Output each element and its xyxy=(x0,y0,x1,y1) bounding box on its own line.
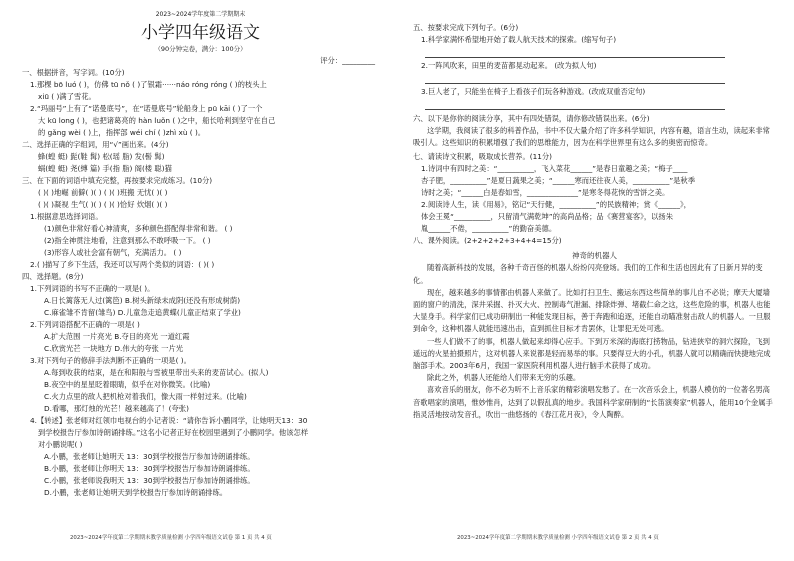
question-line: A.每到收获的结束，是在和阳般与雪被里带出头来的麦苗试心。(拟人) xyxy=(44,368,269,377)
question-line: 3.对下列句子的修辞手法判断不正确的一项是( )。 xyxy=(30,356,191,365)
question-line: (3)形容人或社会富有朝气，充满活力。 ( ) xyxy=(44,248,182,257)
question-line: 1.下列词语的书写不正确的一项是( )。 xyxy=(30,284,155,293)
question-line: 1.那棵 bō luó ( )，仿佛 tū nǒ ( )了银霜······náo róng róng ( )的枝头上 xyxy=(30,80,267,89)
question-line: B.夜空中的星星眨着眼睛，似乎在对你微笑。(比喻) xyxy=(44,380,211,389)
question-line: A.日长篱落无人过(篱笆) B.树头新绿未成阴(还没有形成树荫) xyxy=(44,296,241,305)
question-line: 2.( )描写了乡下生活，我还可以写两个类似的词语：( )( ) xyxy=(30,260,215,269)
question-line: 的 gǎng wèi ( )上，指挥部 wéi chí ( )zhì xù ( )。 xyxy=(38,128,206,137)
right-footer: 2023~2024学年度第二学期期末教学质量检测 小学四年级语文试卷 第 2 页 共 4 页 xyxy=(457,535,659,541)
exam-title: 小学四年级语文 xyxy=(141,23,260,43)
sec5-q2: 2.一阵风吹来，田里的麦苗都晃动起来。 (改为拟人句) xyxy=(421,61,597,70)
question-line: 4.【转述】张老师对红领巾电视台的小记者说：“请你告诉小鹏同学，让她明天13：30 xyxy=(30,416,308,425)
left-footer: 2023~2024学年度第二学期期末教学质量检测 小学四年级语文试卷 第 1 页 共 4 页 xyxy=(70,535,272,541)
answer-line[interactable] xyxy=(425,100,725,110)
question-line: 二、选择正确的字组词，用“√”画出来。(4分) xyxy=(22,140,169,149)
question-line: A.扩大范围 一片亮光 B.夺目的亮光 一道红霞 xyxy=(44,332,190,341)
question-line: (1)颜色非常好看心神清爽，多种颜色搭配得非常和谐。 ( ) xyxy=(44,224,233,233)
sec6-title: 六、以下是你你的阅读分享，其中有四处错误，请你修改错误出来。(6分) xyxy=(413,114,650,123)
question-line: D.小鹏，张老师让她明天到学校报告厅参加诗朗诵排练。 xyxy=(44,488,228,497)
sec8-title: 八、课外阅读。(2+2+2+2+3+4+4=15分) xyxy=(413,236,562,246)
question-line: 四、选择题。(8分) xyxy=(22,272,84,281)
question-line: C.麻雀雏不肯留(雏鸟) D.儿童急走追黄蝶(儿童正结束了学业) xyxy=(44,308,241,317)
story-para: 随着高新科技的发展，各种千奇百怪的机器人纷纷闪亮登场。我们的工作和生活也因此有了日新月异的变化。 xyxy=(413,263,763,285)
sec7-title: 七、请读诗文积累，吸取成长营养。(11分) xyxy=(413,152,553,162)
sec5-q3: 3.巨人老了，只能坐在椅子上看孩子们玩各种游戏。(改成双重否定句) xyxy=(421,87,646,96)
page-right xyxy=(397,0,794,561)
question-line: 2.下列词语搭配不正确的一项是( ) xyxy=(30,320,140,329)
left-question-list xyxy=(22,67,379,499)
story-title: 神奇的机器人 xyxy=(572,251,617,261)
question-line: 三、在下面的词语中填充完整，再按要求完成练习。(10分) xyxy=(22,176,213,185)
question-line: C.小鹏，张老师说我明天 13：30到学校报告厅参加诗朗诵排练。 xyxy=(44,476,255,485)
story-para: 现在，越来越多的事情都由机器人来做了。比如打扫卫生、搬运东西这些简单的事儿自不必说；摩天大厦墙面的窗户的清洗，深井采掘、扑灭大火、控制毒气泄漏、排除炸弹、堵截仁命之这，这些危险的事，机器人也能大显身手。科学家们已成功研制出一种能发现目标，善于奔跑和追逐，还能自动瞄准射击敌人的机器人。一旦服到命令，这种机器人就能迅速出击，直到抓住目标才肯罢休，让罪犯无处可逃。 xyxy=(413,287,771,334)
question-line: 蜂(蝗 蜓) 髭(鞋 髯) 松(瑶 脂) 发(髻 髯) xyxy=(38,152,165,161)
story-para: 除此之外，机器人还能给人们带来无穷的乐趣。 xyxy=(427,373,581,383)
sec7-line: 胤______不倦，__________”的勤奋美德。 xyxy=(421,224,557,234)
question-line: 1.根据意思选择词语。 xyxy=(30,212,103,221)
question-line: C.火力点里的敌人把机枪对着我们，像大雨一样射过来。(比喻) xyxy=(44,392,247,401)
sec5-title: 五、按要求完成下列句子。(6分) xyxy=(413,23,519,32)
answer-line[interactable] xyxy=(425,74,725,84)
question-line: (2)指全神贯注地看，注意到那么不敢呼吸一下。 ( ) xyxy=(44,236,211,245)
story-para: 喜欢音乐的朋友，你不必为听不上音乐家的精彩演唱发愁了。在一次音乐会上，机器人模仿的一位著名男高音歌唱家的演唱，惟妙惟肖，达到了以假乱真的地步。我国科学家研制的“长笛演奏家”机器人，能用10个金属手指灵活地按动发音孔，吹出一曲悠扬的《春江花月夜》，令人陶醉。 xyxy=(413,385,773,419)
story-para: 一些人们做不了的事，机器人做起来却得心应手。下到万米深的海底打捞物品，钻进狭窄的洞穴探险，飞到遥远的火星拍摄照片，这对机器人来说都是轻而易举的事。只要得豆大的小孔，机器人就可以精确而快捷地完成脑部手术。2003年6月，我国一家医院利用机器人进行脑手术获得了成功。 xyxy=(413,336,771,371)
question-line: 蜗(蝗 蜓) 尧(縳 篇) 手(指 脂) 阁(楼 聪)猫 xyxy=(38,164,172,173)
question-line: 对小鹏说呢( ) xyxy=(38,440,83,449)
question-line: B.小鹏，张老师让你明天 13：30到学校报告厅参加诗朗诵排练。 xyxy=(44,464,255,473)
answer-line[interactable] xyxy=(425,48,725,58)
sec7-line: 1.诗词中有四时之美：“__________，飞入菜花______”是春日童趣之美；“梅子____ xyxy=(421,164,688,174)
question-line: 一、根据拼音，写字词。(10分) xyxy=(22,68,125,77)
exam-header: 2023~2024学年度第二学期期末 xyxy=(155,11,246,18)
sec7-line: 2.阅读诗人生，读《用易》，铭记“天行健，__________”的民族精神；赏《______》， xyxy=(421,200,691,210)
sec5-q1: 1.科学家满怀希望地开始了载人航天技术的探索。(缩写句子) xyxy=(421,35,617,44)
question-line: 大 kū long ( )，也把诸葛亮的 hàn luǒn ( )之中，船长哈利到坚守在自己 xyxy=(38,116,276,125)
score-field[interactable]: 评分：_________ xyxy=(320,56,375,65)
question-line: xiū ( )满了雪花。 xyxy=(38,92,96,101)
sec7-line: 诗时之美；“______白是春如雪，______________”是寒冬得花恢的雪饼之美。 xyxy=(421,188,670,198)
exam-note: （90分钟完卷，满分：100分） xyxy=(154,45,247,53)
question-line: 到学校报告厅参加诗朗诵排练。”这名小记者正好在校园里遇到了小鹏同学。他该怎样 xyxy=(38,428,309,437)
question-line: 2.“玛丽号”上有了“诺曼底号”，在“诺曼底号”轮船身上 pū kāi ( )了一个 xyxy=(30,104,263,113)
sec7-line: 杏子肥，__________”是夏日蔬果之美；“______寒而还往夜人美，__________”是秋季 xyxy=(421,176,696,186)
question-line: D.看哪，那灯烛的光芒！越来越高了！(夸张) xyxy=(44,404,189,413)
sec6-passage: 这学期，我阅读了很多的科普作品，书中不仅大量介绍了许多科学知识，内容有趣，语言生动，读起来非常吸引人。这些知识的积累增强了我们的思维能力，因为在科学世界里有这么多的奥密而惊奇。 xyxy=(413,126,770,148)
sec7-line: 体会王冕“__________，只留清气满乾坤”的高尚品格；品《赛营宴客》，以扬朱 xyxy=(421,212,674,222)
question-line: C.欣赏光芒 一块地方 D.伟大的夸张 一片光 xyxy=(44,344,184,353)
question-line: A.小鹏，张老师让她明天 13：30到学校报告厅参加诗朗诵排练。 xyxy=(44,452,255,461)
question-line: ( )( )凝视 生气( )( ) ( )( )恰好 炊烟( )( ) xyxy=(38,200,168,209)
question-line: ( )( )地崛 前僻( )( ) ( )( )班搬 无忧( )( ) xyxy=(38,188,168,197)
